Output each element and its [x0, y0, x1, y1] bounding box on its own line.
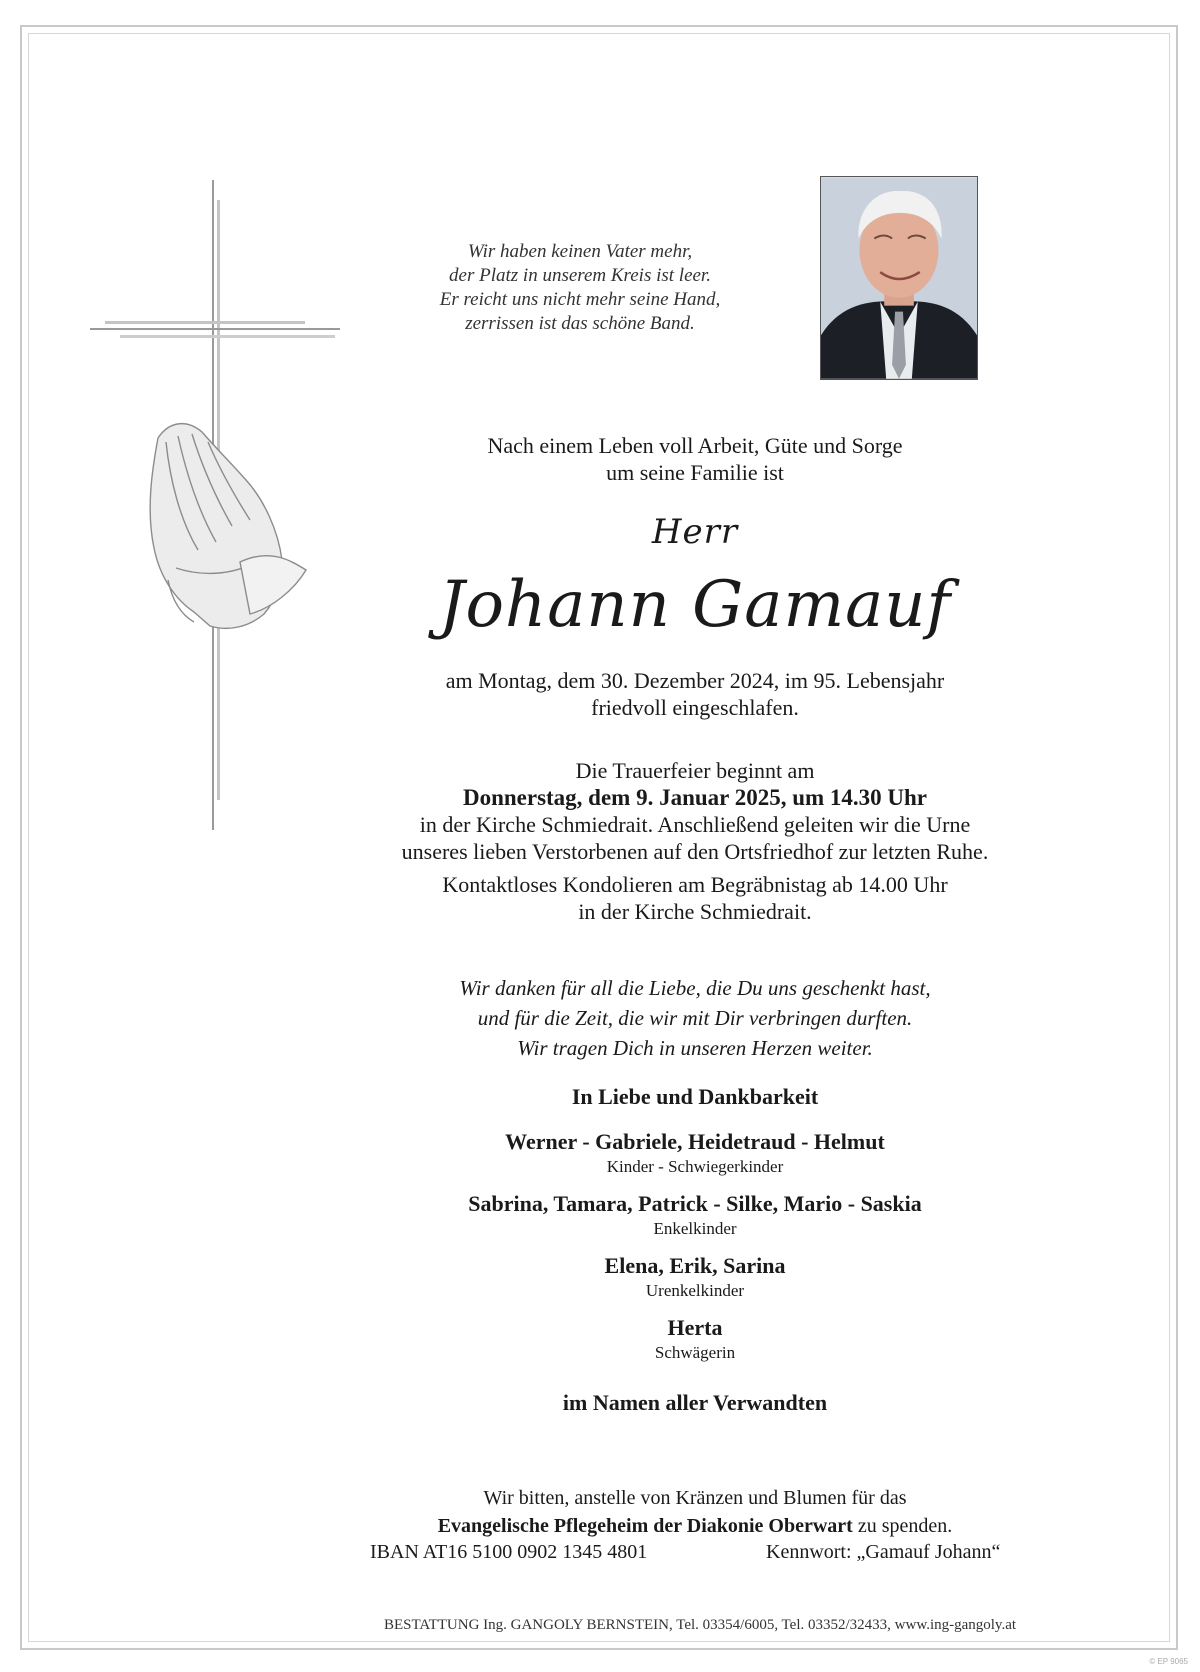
death-line: friedvoll eingeschlafen.: [591, 695, 799, 720]
donation-org: Evangelische Pflegeheim der Diakonie Oberwart: [437, 1515, 853, 1537]
deceased-title: Herr: [651, 512, 739, 552]
death-line: am Montag, dem 30. Dezember 2024, im 95. Lebensjahr: [445, 668, 945, 693]
ceremony-line: unseres lieben Verstorbenen auf den Ortsfriedhof zur letzten Ruhe.: [401, 839, 989, 864]
thanks-line: Wir tragen Dich in unseren Herzen weiter.: [517, 1036, 873, 1060]
print-code: © EP 9065: [1149, 1657, 1188, 1666]
thanks-line: Wir danken für all die Liebe, die Du uns geschenkt hast,: [459, 976, 931, 1000]
poem-line: Wir haben keinen Vater mehr,: [467, 241, 693, 262]
praying-hands-icon: [150, 424, 306, 629]
signoff: In Liebe und Dankbarkeit: [571, 1084, 819, 1109]
ceremony-info: [355, 757, 1035, 925]
keyword: Kennwort: „Gamauf Johann“: [766, 1541, 1001, 1563]
family-names: Werner - Gabriele, Heidetraud - Helmut: [505, 1129, 885, 1154]
family-names: Elena, Erik, Sarina: [604, 1253, 786, 1278]
intro-text: [355, 432, 1035, 486]
family-relation: Enkelkinder: [653, 1219, 737, 1238]
ceremony-line: in der Kirche Schmiedrait. Anschließend geleiten wir die Urne: [419, 812, 971, 837]
cross-with-praying-hands-icon: [80, 180, 350, 840]
family-relation: Schwägerin: [654, 1343, 736, 1362]
family-names: Sabrina, Tamara, Patrick - Silke, Mario - Saskia: [468, 1191, 922, 1216]
poem: [360, 240, 800, 336]
intro-line: Nach einem Leben voll Arbeit, Güte und Sorge: [487, 433, 903, 458]
family-relation: Urenkelkinder: [645, 1281, 745, 1300]
thanks-line: und für die Zeit, die wir mit Dir verbringen durften.: [477, 1006, 913, 1030]
condolence-line: Kontaktloses Kondolieren am Begräbnistag ab 14.00 Uhr: [442, 872, 948, 897]
family-names: Herta: [667, 1315, 723, 1340]
donation-request: [355, 1484, 1035, 1540]
poem-line: zerrissen ist das schöne Band.: [465, 313, 695, 334]
deceased-name: Johann Gamauf: [438, 568, 952, 642]
funeral-home-footer: BESTATTUNG Ing. GANGOLY BERNSTEIN, Tel. 03354/6005, Tel. 03352/32433, www.ing-gangoly.at: [383, 1617, 1017, 1633]
intro-line: um seine Familie ist: [606, 460, 784, 485]
relatives-line: im Namen aller Verwandten: [562, 1390, 828, 1415]
ceremony-date: Donnerstag, dem 9. Januar 2025, um 14.30 Uhr: [462, 785, 928, 810]
family-list: [355, 1128, 1035, 1376]
condolence-line: in der Kirche Schmiedrait.: [578, 899, 812, 924]
donation-org-suffix: zu spenden.: [852, 1515, 953, 1537]
donation-line: Wir bitten, anstelle von Kränzen und Blumen für das: [483, 1487, 907, 1509]
portrait-photo: [820, 176, 978, 380]
poem-line: Er reicht uns nicht mehr seine Hand,: [439, 289, 721, 310]
ceremony-line: Die Trauerfeier beginnt am: [575, 758, 815, 783]
death-notice: [355, 667, 1035, 721]
thanks-text: [355, 973, 1035, 1063]
iban: IBAN AT16 5100 0902 1345 4801: [370, 1541, 648, 1563]
family-relation: Kinder - Schwiegerkinder: [606, 1157, 784, 1176]
poem-line: der Platz in unserem Kreis ist leer.: [449, 265, 711, 286]
